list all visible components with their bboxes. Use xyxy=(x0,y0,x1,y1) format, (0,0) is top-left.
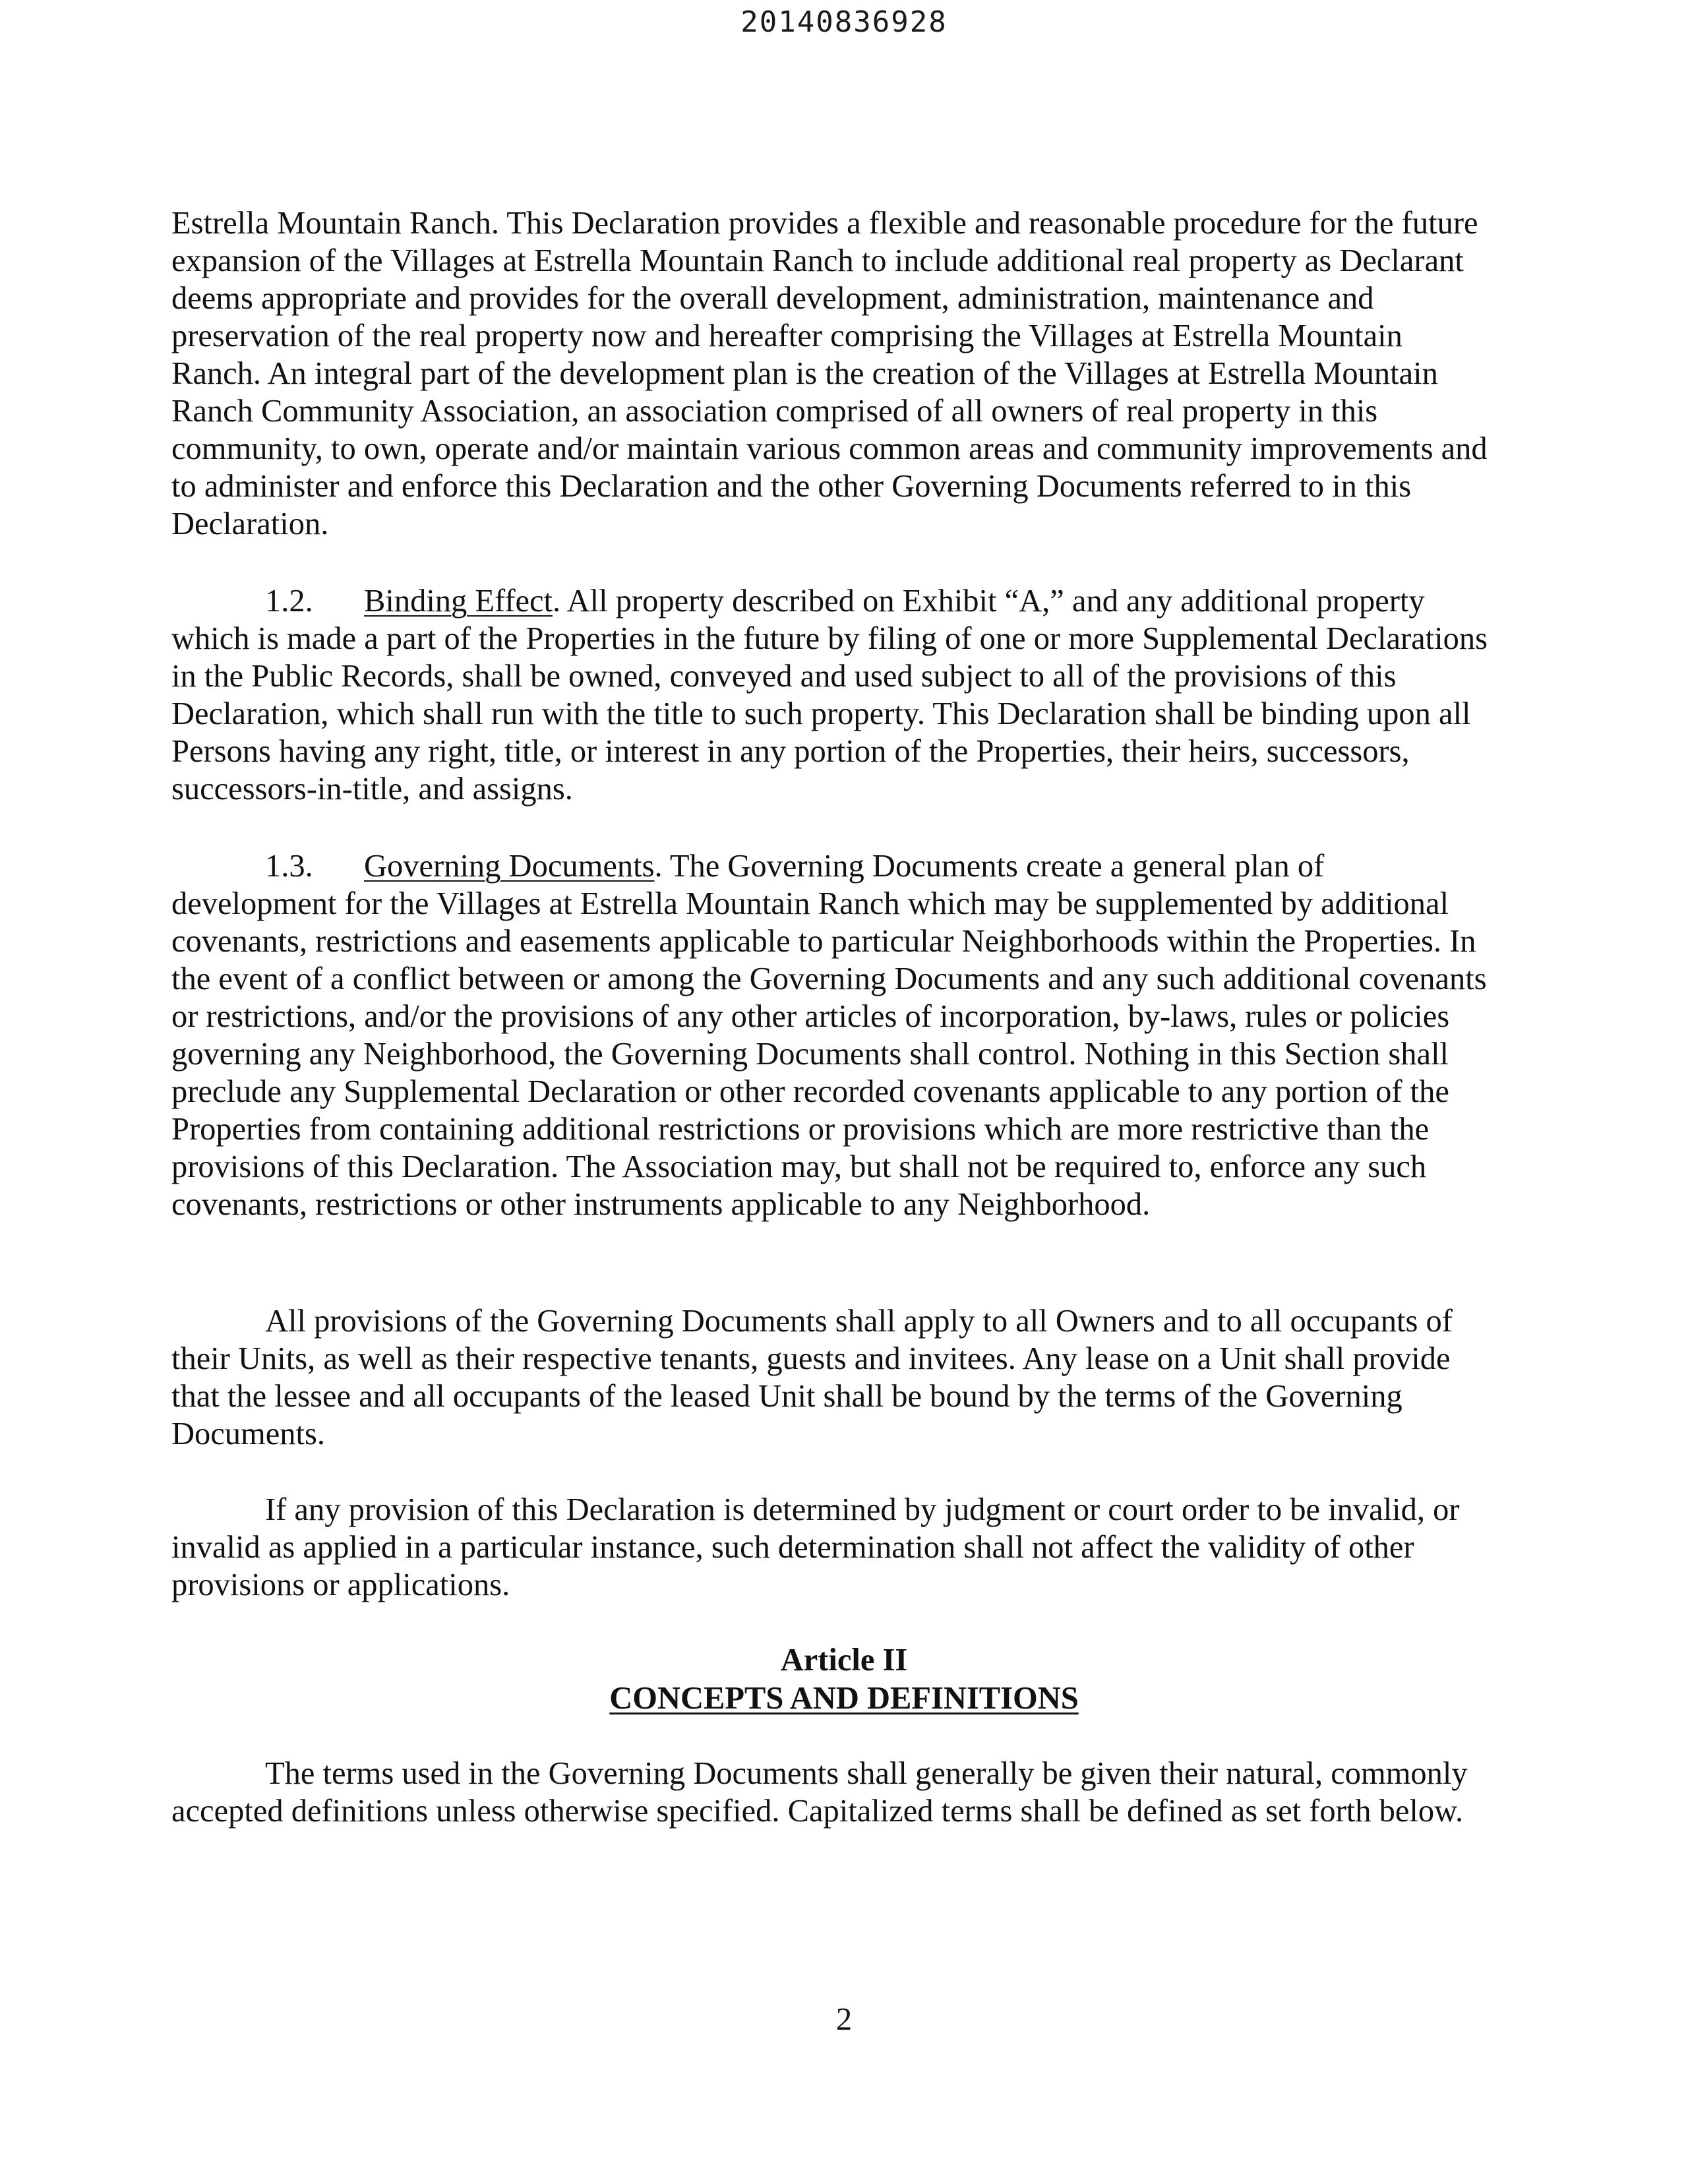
intro-text: Estrella Mountain Ranch. This Declaration provides a flexible and reasonable procedure for the future expansion of the Villages at Estrella Mountain Ranch to include additional real property as Declarant deems appropriate and provides for the overall development, administration, maintenance and preservation of the real property now and hereafter comprising the Villages at Estrella Mountain Ranch. An integral part of the development plan is the creation of the Villages at Estrella Mountain Ranch Community Association, an association comprised of all owners of real property in this community, to own, operate and/or maintain various common areas and community improvements and to administer and enforce this Declaration and the other Governing Documents referred to in this Declaration. xyxy=(171,206,1488,541)
section-1-3-paragraph xyxy=(171,847,1490,1223)
paragraph-article-intro xyxy=(171,1755,1490,1830)
section-1-2-text: . All property described on Exhibit “A,” and any additional property which is made a part of the Properties in the future by filing of one or more Supplemental Declarations in the Public Records, shall be owned, conveyed and used subject to all of the provisions of this Declaration, which shall run with the title to such property. This Declaration shall be binding upon all Persons having any right, title, or interest in any portion of the Properties, their heirs, successors, successors-in-title, and assigns. xyxy=(171,584,1488,806)
paragraph-intro xyxy=(171,204,1490,543)
section-1-2-number: 1.2. xyxy=(265,584,313,619)
section-1-2 xyxy=(171,582,1490,808)
provisions-apply-text: All provisions of the Governing Documents shall apply to all Owners and to all occupants of their Units, as well as their respective tenants, guests and invitees. Any lease on a Unit shall provide that the lessee and all occupants of the leased Unit shall be bound by the terms of the Governing Documents. xyxy=(171,1304,1453,1451)
article-intro-text: The terms used in the Governing Documents shall generally be given their natural, commonly accepted definitions unless otherwise specified. Capitalized terms shall be defined as set forth below. xyxy=(171,1756,1468,1829)
article-label: Article II xyxy=(780,1643,908,1678)
section-1-3 xyxy=(171,847,1490,1223)
document-number: 20140836928 xyxy=(740,5,948,39)
article-title: CONCEPTS AND DEFINITIONS xyxy=(609,1681,1079,1716)
paragraph-provisions-apply xyxy=(171,1302,1490,1453)
paragraph-severability xyxy=(171,1491,1490,1604)
section-1-2-title: Binding Effect xyxy=(364,584,553,619)
section-1-3-title: Governing Documents xyxy=(364,849,655,884)
section-1-3-text: . The Governing Documents create a general plan of development for the Villages at Estrella Mountain Ranch which may be supplemented by additional covenants, restrictions and easements applicable to particular Neighborhoods within the Properties. In the event of a conflict between or among the Governing Documents and any such additional covenants or restrictions, and/or the provisions of any other articles of incorporation, by-laws, rules or policies governing any Neighborhood, the Governing Documents shall control. Nothing in this Section shall preclude any Supplemental Declaration or other recorded covenants applicable to any portion of the Properties from containing additional restrictions or provisions which are more restrictive than the provisions of this Declaration. The Association may, but shall not be required to, enforce any such covenants, restrictions or other instruments applicable to any Neighborhood. xyxy=(171,849,1487,1222)
article-heading xyxy=(0,1641,1688,1718)
severability-text: If any provision of this Declaration is determined by judgment or court order to be invalid, or invalid as applied in a particular instance, such determination shall not affect the validity of other provisions or applications. xyxy=(171,1492,1460,1602)
section-1-3-number: 1.3. xyxy=(265,849,313,884)
section-1-2-paragraph xyxy=(171,582,1490,808)
page-number: 2 xyxy=(835,2002,853,2037)
